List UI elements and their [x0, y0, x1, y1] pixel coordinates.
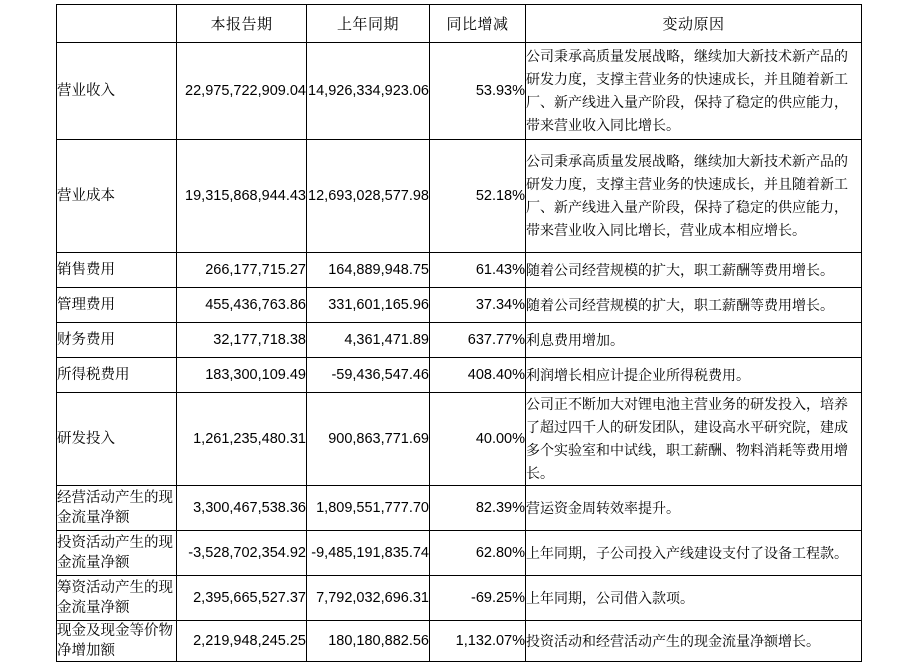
- row-label: 财务费用: [57, 323, 177, 358]
- table-row: [57, 43, 862, 140]
- table-row: [57, 358, 862, 393]
- row-current-value: 3,300,467,538.36: [177, 486, 307, 531]
- row-previous-value: -59,436,547.46: [307, 358, 430, 393]
- row-current-value: 2,395,665,527.37: [177, 576, 307, 621]
- table-body: [57, 43, 862, 662]
- table-header: [57, 5, 862, 43]
- row-previous-value: 14,926,334,923.06: [307, 43, 430, 140]
- table-row: [57, 486, 862, 531]
- table-header-row: [57, 5, 862, 43]
- row-current-value: 1,261,235,480.31: [177, 393, 307, 486]
- table-row: [57, 531, 862, 576]
- row-reason-text: 公司秉承高质量发展战略，继续加大新技术新产品的研发力度，支撑主营业务的快速成长，并且随着新工厂、新产线进入量产阶段，保持了稳定的供应能力，带来营业收入同比增长，营业成本相应增长。: [526, 140, 862, 253]
- row-reason-text: 利息费用增加。: [526, 323, 862, 358]
- row-change-value: 82.39%: [430, 486, 526, 531]
- row-previous-value: -9,485,191,835.74: [307, 531, 430, 576]
- row-previous-value: 12,693,028,577.98: [307, 140, 430, 253]
- table-row: [57, 323, 862, 358]
- row-label: 管理费用: [57, 288, 177, 323]
- table-row: [57, 140, 862, 253]
- row-label: 销售费用: [57, 253, 177, 288]
- financial-comparison-table: [56, 4, 862, 662]
- row-change-value: -69.25%: [430, 576, 526, 621]
- row-current-value: -3,528,702,354.92: [177, 531, 307, 576]
- row-label: 营业收入: [57, 43, 177, 140]
- row-reason-text: 利润增长相应计提企业所得税费用。: [526, 358, 862, 393]
- row-current-value: 266,177,715.27: [177, 253, 307, 288]
- row-reason-text: 上年同期，公司借入款项。: [526, 576, 862, 621]
- row-reason-text: 投资活动和经营活动产生的现金流量净额增长。: [526, 621, 862, 662]
- table-row: [57, 288, 862, 323]
- row-reason-text: 随着公司经营规模的扩大，职工薪酬等费用增长。: [526, 288, 862, 323]
- row-current-value: 183,300,109.49: [177, 358, 307, 393]
- row-current-value: 19,315,868,944.43: [177, 140, 307, 253]
- row-change-value: 408.40%: [430, 358, 526, 393]
- table-row: [57, 621, 862, 662]
- row-change-value: 52.18%: [430, 140, 526, 253]
- row-reason-text: 公司正不断加大对锂电池主营业务的研发投入，培养了超过四千人的研发团队，建设高水平研究院，建成多个实验室和中试线，职工薪酬、物料消耗等费用增长。: [526, 393, 862, 486]
- header-cell-change-reason: 变动原因: [526, 5, 862, 43]
- row-change-value: 62.80%: [430, 531, 526, 576]
- header-cell-previous-period: 上年同期: [307, 5, 430, 43]
- table-row: [57, 393, 862, 486]
- row-reason-text: 公司秉承高质量发展战略，继续加大新技术新产品的研发力度，支撑主营业务的快速成长，并且随着新工厂、新产线进入量产阶段，保持了稳定的供应能力，带来营业收入同比增长。: [526, 43, 862, 140]
- row-previous-value: 900,863,771.69: [307, 393, 430, 486]
- row-change-value: 40.00%: [430, 393, 526, 486]
- row-previous-value: 7,792,032,696.31: [307, 576, 430, 621]
- row-previous-value: 1,809,551,777.70: [307, 486, 430, 531]
- row-label: 营业成本: [57, 140, 177, 253]
- header-cell-blank: [57, 5, 177, 43]
- row-change-value: 1,132.07%: [430, 621, 526, 662]
- row-change-value: 37.34%: [430, 288, 526, 323]
- table-row: [57, 576, 862, 621]
- row-previous-value: 164,889,948.75: [307, 253, 430, 288]
- row-label: 经营活动产生的现金流量净额: [57, 486, 177, 531]
- financial-table-container: [56, 4, 861, 662]
- row-reason-text: 营运资金周转效率提升。: [526, 486, 862, 531]
- row-label: 所得税费用: [57, 358, 177, 393]
- row-change-value: 61.43%: [430, 253, 526, 288]
- row-label: 筹资活动产生的现金流量净额: [57, 576, 177, 621]
- table-row: [57, 253, 862, 288]
- row-current-value: 2,219,948,245.25: [177, 621, 307, 662]
- row-previous-value: 331,601,165.96: [307, 288, 430, 323]
- header-cell-current-period: 本报告期: [177, 5, 307, 43]
- row-current-value: 32,177,718.38: [177, 323, 307, 358]
- row-reason-text: 上年同期，子公司投入产线建设支付了设备工程款。: [526, 531, 862, 576]
- row-change-value: 637.77%: [430, 323, 526, 358]
- row-current-value: 455,436,763.86: [177, 288, 307, 323]
- row-label: 研发投入: [57, 393, 177, 486]
- row-current-value: 22,975,722,909.04: [177, 43, 307, 140]
- row-previous-value: 4,361,471.89: [307, 323, 430, 358]
- row-reason-text: 随着公司经营规模的扩大，职工薪酬等费用增长。: [526, 253, 862, 288]
- header-cell-yoy-change: 同比增减: [430, 5, 526, 43]
- row-label: 现金及现金等价物净增加额: [57, 621, 177, 662]
- row-change-value: 53.93%: [430, 43, 526, 140]
- row-previous-value: 180,180,882.56: [307, 621, 430, 662]
- row-label: 投资活动产生的现金流量净额: [57, 531, 177, 576]
